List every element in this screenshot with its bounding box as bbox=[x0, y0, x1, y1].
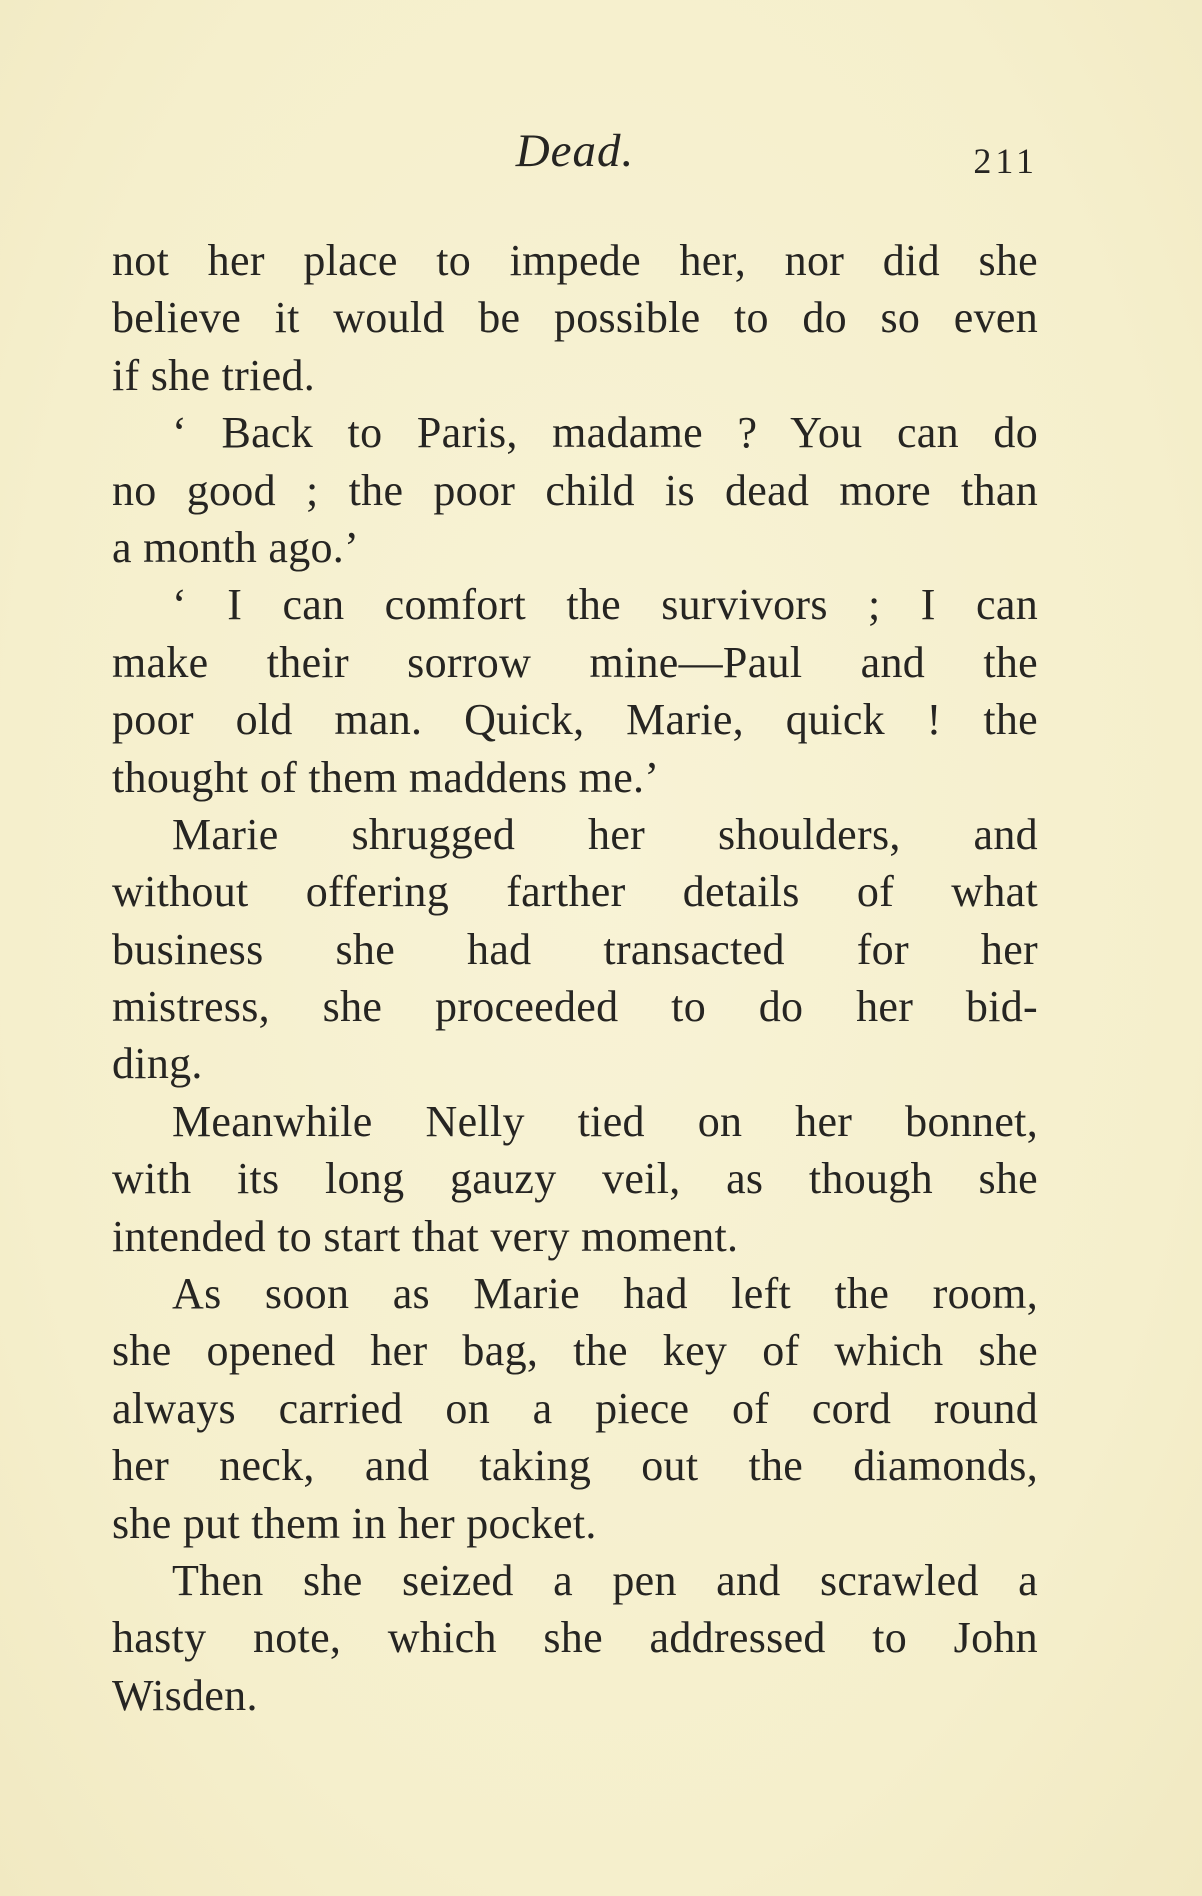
text-line: Then she seized a pen and scrawled a bbox=[172, 1555, 1038, 1605]
text-line: without offering farther details of what bbox=[112, 867, 1038, 917]
running-head bbox=[112, 124, 1038, 184]
text-line: with its long gauzy veil, as though she bbox=[112, 1154, 1038, 1204]
text-line: hasty note, which she addressed to John bbox=[112, 1613, 1038, 1663]
text-line: Marie shrugged her shoulders, and bbox=[172, 809, 1038, 859]
text-line: ‘ Back to Paris, madame ? You can do bbox=[172, 408, 1038, 458]
text-line: intended to start that very moment. bbox=[112, 1211, 739, 1261]
text-line: if she tried. bbox=[112, 350, 316, 400]
text-line: poor old man. Quick, Marie, quick ! the bbox=[112, 695, 1038, 745]
running-title: Dead. bbox=[515, 125, 635, 177]
text-line: Wisden. bbox=[112, 1670, 258, 1720]
text-line: As soon as Marie had left the room, bbox=[172, 1269, 1038, 1319]
text-line: make their sorrow mine—Paul and the bbox=[112, 637, 1038, 687]
text-line: ding. bbox=[112, 1039, 203, 1089]
text-line: she opened her bag, the key of which she bbox=[112, 1326, 1038, 1376]
text-line: a month ago.’ bbox=[112, 522, 360, 572]
text-line: thought of them maddens me.’ bbox=[112, 752, 660, 802]
text-line: believe it would be possible to do so even bbox=[112, 293, 1038, 343]
text-line: business she had transacted for her bbox=[112, 924, 1038, 974]
text-line: ‘ I can comfort the survivors ; I can bbox=[172, 580, 1038, 630]
text-line: Meanwhile Nelly tied on her bonnet, bbox=[172, 1096, 1038, 1146]
text-line: her neck, and taking out the diamonds, bbox=[112, 1441, 1038, 1491]
text-line: always carried on a piece of cord round bbox=[112, 1383, 1038, 1433]
text-line: she put them in her pocket. bbox=[112, 1498, 597, 1548]
body-text bbox=[112, 232, 1038, 1724]
text-line: not her place to impede her, nor did she bbox=[112, 236, 1038, 285]
page-number: 211 bbox=[973, 141, 1038, 181]
text-line: no good ; the poor child is dead more than bbox=[112, 465, 1038, 515]
text-line: mistress, she proceeded to do her bid- bbox=[112, 982, 1038, 1032]
